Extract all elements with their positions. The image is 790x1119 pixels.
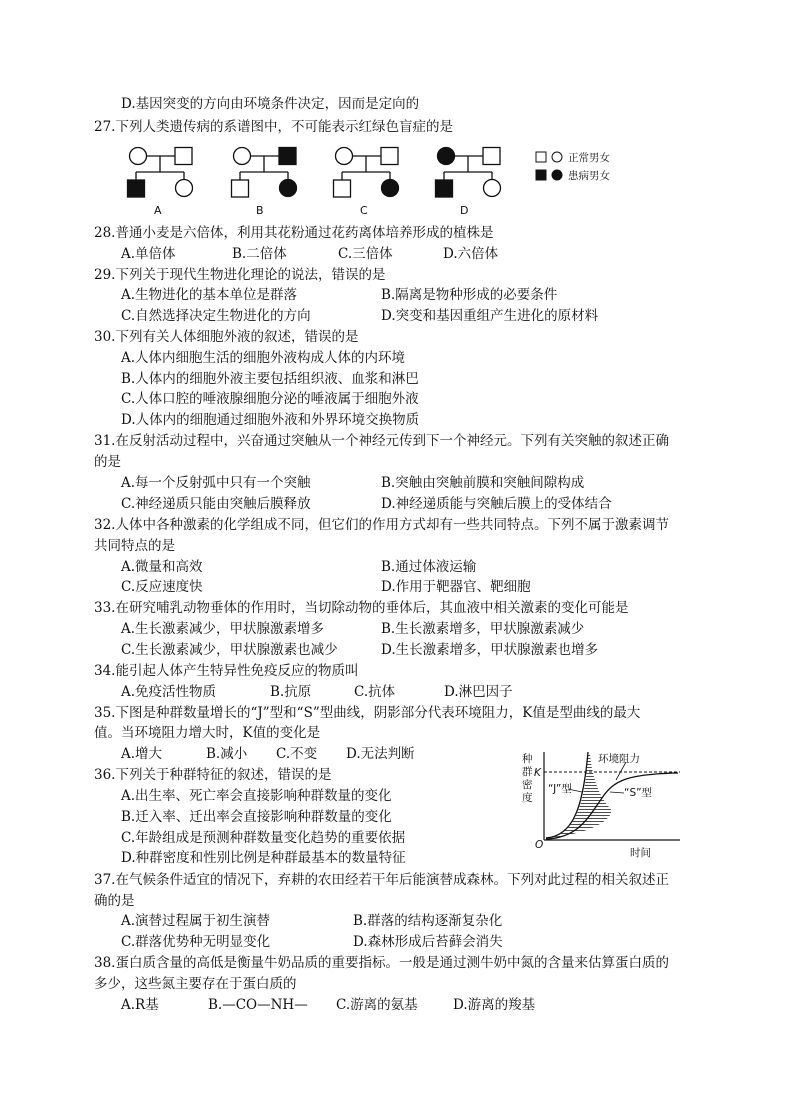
q30-stem: 30.下列有关人体细胞外液的叙述，错误的是 bbox=[94, 329, 359, 345]
q33-option-a: A.生长激素减少，甲状腺激素增多 bbox=[121, 621, 325, 637]
q38-option-c: C.游离的氨基 bbox=[336, 997, 418, 1013]
pedigree-label-c: C bbox=[360, 204, 368, 217]
q30-option-d: D.人体内的细胞通过细胞外液和外界环境交换物质 bbox=[121, 412, 420, 428]
q33-option-c: C.生长激素减少，甲状腺激素也减少 bbox=[121, 642, 338, 658]
x-axis-label: 时间 bbox=[630, 847, 651, 859]
q35-stem-line1: 35.下图是种群数量增长的“J”型和“S”型曲线，阴影部分代表环境阻力，K值是型曲线的最大 bbox=[94, 705, 641, 721]
pedigree-c bbox=[334, 148, 399, 198]
y-axis-label-1: 种 bbox=[522, 753, 533, 765]
q33-stem: 33.在研究哺乳动物垂体的作用时，当切除动物的垂体后，其血液中相关激素的变化可能是 bbox=[94, 600, 629, 616]
population-growth-graph bbox=[518, 748, 698, 862]
q36-option-c: C.年龄组成是预测种群数量变化趋势的重要依据 bbox=[121, 830, 406, 846]
pedigree-label-b: B bbox=[256, 204, 264, 217]
q28-option-d: D.六倍体 bbox=[443, 246, 499, 262]
y-axis-label-3: 密 bbox=[522, 779, 533, 791]
pedigree-label-a: A bbox=[154, 204, 162, 217]
q34-option-b: B.抗原 bbox=[270, 684, 312, 700]
q32-option-b: B.通过体液运输 bbox=[381, 559, 477, 575]
legend-affected-label: 患病男女 bbox=[568, 170, 610, 182]
q28-option-a: A.单倍体 bbox=[121, 246, 176, 262]
q37-stem-line1: 37.在气候条件适宜的情况下，弃耕的农田经若干年后能演替成森林。下列对此过程的相关叙述正 bbox=[94, 872, 669, 888]
q36-option-b: B.迁入率、迁出率会直接影响种群数量的变化 bbox=[121, 809, 392, 825]
q38-option-b: B.—CO—NH— bbox=[208, 997, 308, 1013]
q27-stem: 27.下列人类遗传病的系谱图中，不可能表示红绿色盲症的是 bbox=[94, 119, 453, 135]
q35-option-d: D.无法判断 bbox=[346, 746, 415, 762]
resistance-label: 环境阻力 bbox=[598, 753, 640, 765]
q28-option-c: C.三倍体 bbox=[338, 246, 393, 262]
q35-option-a: A.增大 bbox=[121, 746, 163, 762]
pedigree-b bbox=[232, 148, 297, 198]
q31-stem-line1: 31.在反射活动过程中，兴奋通过突触从一个神经元传到下一个神经元。下列有关突触的叙述正确 bbox=[94, 433, 669, 449]
pedigree-legend bbox=[536, 152, 562, 180]
y-axis-label-2: 群 bbox=[522, 766, 533, 778]
q30-option-b: B.人体内的细胞外液主要包括组织液、血浆和淋巴 bbox=[121, 371, 419, 387]
q35-stem-line2: 值。当环境阻力增大时，K值的变化是 bbox=[94, 725, 321, 741]
q30-option-a: A.人体内细胞生活的细胞外液构成人体的内环境 bbox=[121, 350, 406, 366]
q29-option-d: D.突变和基因重组产生进化的原材料 bbox=[381, 308, 599, 324]
q38-option-d: D.游离的羧基 bbox=[453, 997, 536, 1013]
q37-option-b: B.群落的结构逐渐复杂化 bbox=[353, 913, 503, 929]
q32-stem-line2: 共同特点的是 bbox=[94, 538, 175, 554]
q32-option-a: A.微量和高效 bbox=[121, 559, 203, 575]
q34-option-d: D.淋巴因子 bbox=[444, 684, 513, 700]
q30-option-c: C.人体口腔的唾液腺细胞分泌的唾液属于细胞外液 bbox=[121, 391, 419, 407]
q29-option-b: B.隔离是物种形成的必要条件 bbox=[381, 287, 558, 303]
q37-option-d: D.森林形成后苔藓会消失 bbox=[353, 934, 503, 950]
j-curve-label: “J”型 bbox=[548, 783, 572, 795]
q31-stem-line2: 的是 bbox=[94, 454, 121, 470]
q29-option-a: A.生物进化的基本单位是群落 bbox=[121, 287, 298, 303]
q29-option-c: C.自然选择决定生物进化的方向 bbox=[121, 308, 311, 324]
q34-option-c: C.抗体 bbox=[354, 684, 396, 700]
q37-stem-line2: 确的是 bbox=[94, 893, 135, 909]
q34-option-a: A.免疫活性物质 bbox=[121, 684, 217, 700]
q28-option-b: B.二倍体 bbox=[232, 246, 287, 262]
q28-stem: 28.普通小麦是六倍体，利用其花粉通过花药离体培养形成的植株是 bbox=[94, 225, 494, 241]
pedigree-charts bbox=[120, 140, 640, 220]
q36-option-a: A.出生率、死亡率会直接影响种群数量的变化 bbox=[121, 788, 392, 804]
s-curve-label: “S”型 bbox=[624, 787, 653, 799]
pedigree-d bbox=[436, 148, 501, 198]
origin-label: O bbox=[535, 839, 544, 851]
q38-stem-line2: 多少，这些氮主要存在于蛋白质的 bbox=[94, 976, 297, 992]
q33-option-d: D.生长激素增多，甲状腺激素也增多 bbox=[381, 642, 599, 658]
q36-option-d: D.种群密度和性别比例是种群最基本的数量特征 bbox=[121, 850, 406, 866]
q35-option-b: B.减小 bbox=[206, 746, 248, 762]
q37-option-a: A.演替过程属于初生演替 bbox=[121, 913, 271, 929]
q37-option-c: C.群落优势种无明显变化 bbox=[121, 934, 271, 950]
pedigree-label-d: D bbox=[460, 204, 469, 217]
q26-option-d: D.基因突变的方向由环境条件决定，因而是定向的 bbox=[121, 96, 420, 112]
pedigree-a bbox=[128, 148, 193, 198]
q31-option-d: D.神经递质能与突触后膜上的受体结合 bbox=[381, 496, 612, 512]
q32-stem-line1: 32.人体中各种激素的化学组成不同，但它们的作用方式却有一些共同特点。下列不属于激素调节 bbox=[94, 517, 669, 533]
q36-stem: 36.下列关于种群特征的叙述，错误的是 bbox=[94, 767, 332, 783]
q32-option-c: C.反应速度快 bbox=[121, 579, 203, 595]
q32-option-d: D.作用于靶器官、靶细胞 bbox=[381, 579, 531, 595]
q31-option-a: A.每一个反射弧中只有一个突触 bbox=[121, 475, 311, 491]
k-label: K bbox=[534, 767, 541, 779]
y-axis-label-4: 度 bbox=[522, 792, 533, 804]
q38-stem-line1: 38.蛋白质含量的高低是衡量牛奶品质的重要指标。一般是通过测牛奶中氮的含量来估算蛋白质的 bbox=[94, 955, 669, 971]
q34-stem: 34.能引起人体产生特异性免疫反应的物质叫 bbox=[94, 663, 359, 679]
q31-option-b: B.突触由突触前膜和突触间隙构成 bbox=[381, 475, 585, 491]
q31-option-c: C.神经递质只能由突触后膜释放 bbox=[121, 496, 311, 512]
q33-option-b: B.生长激素增多，甲状腺激素减少 bbox=[381, 621, 585, 637]
q35-option-c: C.不变 bbox=[276, 746, 318, 762]
environmental-resistance-area bbox=[548, 754, 611, 838]
q38-option-a: A.R基 bbox=[121, 997, 159, 1013]
legend-normal-label: 正常男女 bbox=[568, 152, 610, 164]
q29-stem: 29.下列关于现代生物进化理论的说法，错误的是 bbox=[94, 267, 386, 283]
